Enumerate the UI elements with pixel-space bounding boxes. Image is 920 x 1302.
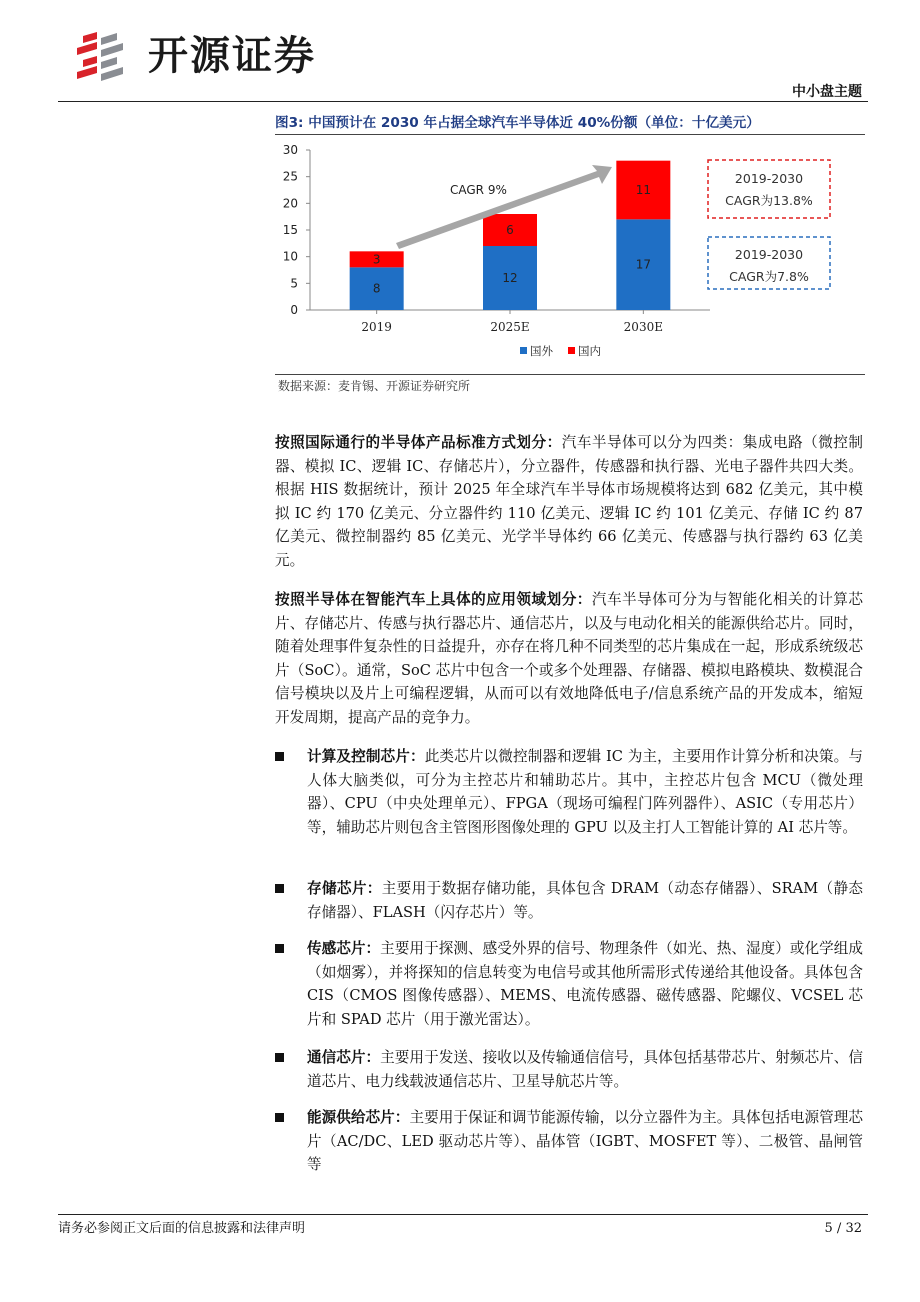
bullet-lead: 计算及控制芯片： [307,748,425,765]
data-label: 12 [502,271,518,285]
figure-title-divider [275,134,865,135]
bullet-text: 主要用于数据存储功能，具体包含 DRAM（动态存储器）、SRAM（静态存储器）、FLASH（闪存芯片）等。 [307,880,863,921]
y-tick-label: 5 [290,276,298,291]
annotation-box-blue-line2: CAGR为7.8% [729,269,809,284]
bullet-text: 此类芯片以微控制器和逻辑 IC 为主，主要用作计算分析和决策。与人体大脑类似，可分为主控芯片和辅助芯片。其中，主控芯片包含 MCU（微处理器）、CPU（中央处理单元）、FPGA（现场可编程门阵列器件）、ASIC（专用芯片）等，辅助芯片则包含主管图形图像处理的 GPU 以及主打人工智能计算的 AI 芯片等。 [307,748,863,836]
data-label: 11 [635,183,651,197]
bullet-square-icon [275,1113,284,1122]
paragraph-lead: 按照国际通行的半导体产品标准方式划分： [275,434,562,451]
bullet-lead: 能源供给芯片： [307,1109,410,1126]
list-item-sensor-chip [275,937,863,1031]
arrow-annotation-label: CAGR 9% [450,183,507,197]
figure-source: 数据来源：麦肯锡、开源证券研究所 [278,379,471,393]
paragraph-text: 汽车半导体可以分为四类：集成电路（微控制器、模拟 IC、逻辑 IC、存储芯片），分立器件，传感器和执行器、光电子器件共四大类。根据 HIS 数据统计，预计 2025 年全球汽车半导体市场规模将达到 682 亿美元，其中模拟 IC 约 170 亿美元、分立器件约 110 亿美元、逻辑 IC 约 101 亿美元、存储 IC 约 87 亿美元、微控制器约 85 亿美元、光学半导体约 66 亿美元、传感器与执行器约 63 亿美元。 [275,434,863,569]
data-label: 6 [506,223,514,237]
bullet-lead: 通信芯片： [307,1049,381,1066]
annotation-box-blue-line1: 2019-2030 [734,247,804,262]
bullet-square-icon [275,1053,284,1062]
figure-title: 图3: 中国预计在 2030 年占据全球汽车半导体近 40%份额（单位：十亿美元） [275,115,760,131]
bullet-square-icon [275,944,284,953]
list-item-compute-chip [275,745,863,839]
legend-label: 国内 [578,344,601,358]
bullet-text: 主要用于保证和调节能源传输，以分立器件为主。具体包括电源管理芯片（AC/DC、LED 驱动芯片等）、晶体管（IGBT、MOSFET 等）、二极管、晶闸管等 [307,1109,863,1174]
paragraph-text: 汽车半导体可分为与智能化相关的计算芯片、存储芯片、传感与执行器芯片、通信芯片，以及与电动化相关的能源供给芯片。同时，随着处理事件复杂性的日益提升，亦存在将几种不同类型的芯片集成在一起，形成系统级芯片（SoC）。通常，SoC 芯片中包含一个或多个处理器、存储器、模拟电路模块、数模混合信号模块以及片上可编程逻辑，从而可以有效地降低电子/信息系统产品的开发成本，缩短开发周期，提高产品的竞争力。 [275,591,863,726]
bullet-text: 主要用于探测、感受外界的信号、物理条件（如光、热、湿度）或化学组成（如烟雾），并将探知的信息转变为电信号或其他所需形式传递给其他设备。具体包含 CIS（CMOS 图像传感器）、MEMS、电流传感器、磁传感器、陀螺仪、VCSEL 芯片和 SPAD 芯片（用于激光雷达）。 [307,940,863,1028]
legend-swatch [568,347,575,354]
report-topic: 中小盘主题 [792,84,862,100]
list-item-communication-chip [275,1046,863,1093]
paragraph-application-classification [275,588,863,730]
list-item-power-chip [275,1106,863,1177]
bullet-text: 主要用于发送、接收以及传输通信信号，具体包括基带芯片、射频芯片、信道芯片、电力线载波通信芯片、卫星导航芯片等。 [307,1049,863,1090]
bullet-square-icon [275,752,284,761]
x-tick-label: 2030E [623,320,663,334]
y-tick-label: 15 [282,223,298,237]
footer-disclaimer: 请务必参阅正文后面的信息披露和法律声明 [58,1221,306,1236]
x-tick-label: 2019 [361,320,392,334]
annotation-box-red-line1: 2019-2030 [734,171,804,186]
data-label: 3 [372,252,381,267]
bullet-lead: 存储芯片： [307,880,382,897]
list-item-memory-chip [275,877,863,924]
annotation-box-red-line2: CAGR为13.8% [725,193,813,208]
header-divider [58,101,868,102]
legend-label: 国外 [530,344,553,358]
paragraph-product-classification [275,431,863,573]
legend-swatch [520,347,527,354]
brand-logo-icon [75,30,140,82]
y-tick-label: 20 [282,196,298,211]
annotation-box-red [708,160,830,218]
bullet-lead: 传感芯片： [307,940,381,957]
x-tick-label: 2025E [490,320,530,334]
y-tick-label: 25 [282,169,298,184]
paragraph-lead: 按照半导体在智能汽车上具体的应用领域划分： [275,591,592,608]
bullet-square-icon [275,884,284,893]
data-label: 17 [635,257,651,272]
brand-name: 开源证券 [148,33,316,79]
data-label: 8 [372,281,381,296]
footer-divider [58,1214,868,1215]
stacked-bar-chart [270,140,860,370]
figure-source-divider [275,374,865,375]
y-tick-label: 0 [290,303,298,317]
y-tick-label: 10 [282,249,298,264]
y-tick-label: 30 [282,143,298,157]
page-number: 5 / 32 [824,1221,862,1236]
